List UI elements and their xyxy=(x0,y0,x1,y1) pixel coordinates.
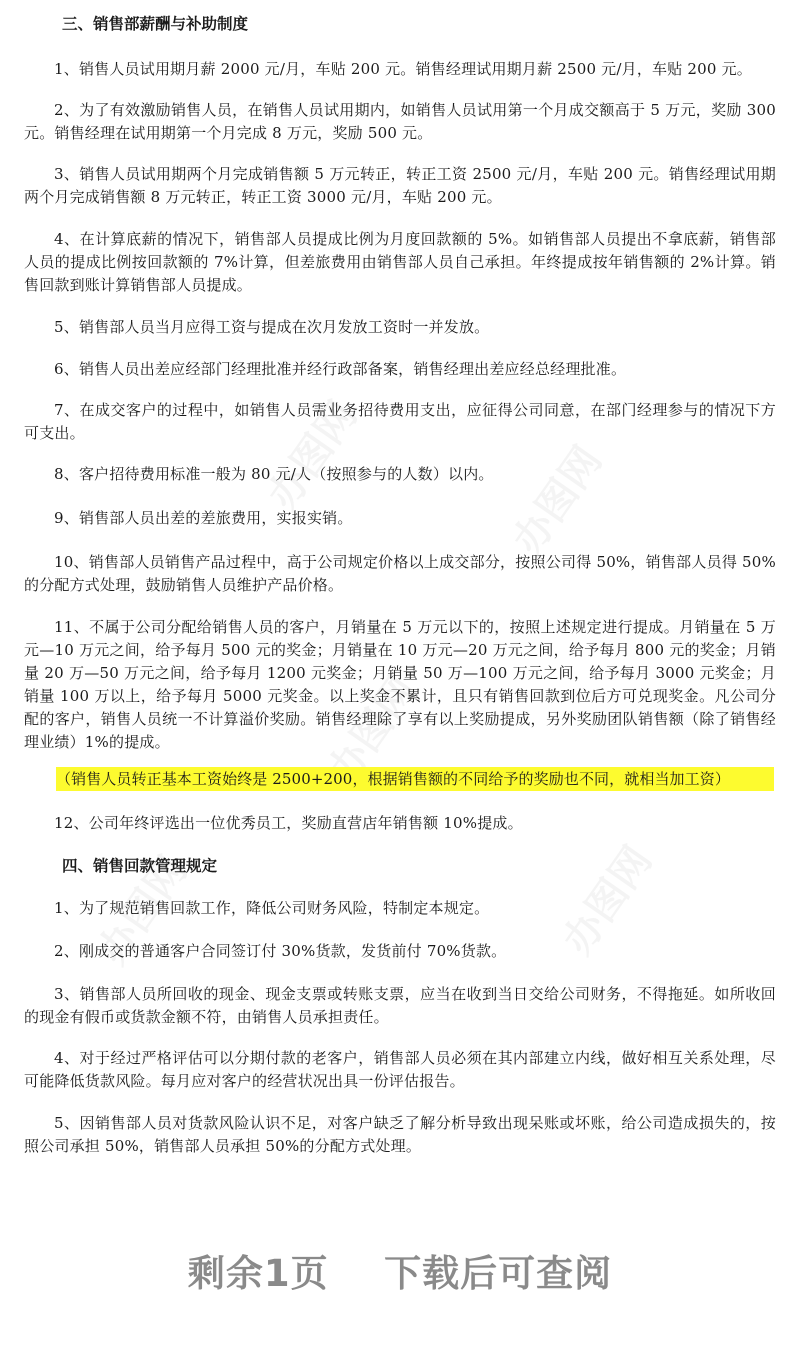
section-3-item-11: 11、不属于公司分配给销售人员的客户，月销量在 5 万元以下的，按照上述规定进行提成。月销量在 5 万元—10 万元之间，给予每月 500 元的奖金；月销量在 10 万元—20 万元之间，给予每月 800 元的奖金；月销量 20 万—50 万元之间，给予每月 1200 元奖金；月销量 50 万—100 万元之间，给予每月 3000 元奖金；月销量 100 万以上，给予每月 5000 元奖金。以上奖金不累计，且只有销售回款到位后方可兑现奖金。凡公司分配的客户，销售人员统一不计算溢价奖励。销售经理除了享有以上奖励提成，另外奖励团队销售额（除了销售经理业绩）1%的提成。 xyxy=(24,618,776,751)
section-4-item-4: 4、对于经过严格评估可以分期付款的老客户，销售部人员必须在其内部建立内线，做好相互关系处理，尽可能降低货款风险。每月应对客户的经营状况出具一份评估报告。 xyxy=(24,1049,776,1090)
section-4-item-5: 5、因销售部人员对货款风险认识不足，对客户缺乏了解分析导致出现呆账或坏账，给公司造成损失的，按照公司承担 50%，销售部人员承担 50%的分配方式处理。 xyxy=(24,1114,776,1155)
section-3-item-1: 1、销售人员试用期月薪 2000 元/月，车贴 200 元。销售经理试用期月薪 2500 元/月，车贴 200 元。 xyxy=(54,60,753,78)
remaining-pages-text: 剩余1页 xyxy=(187,1252,329,1295)
watermark xyxy=(497,433,613,564)
section-3-item-10: 10、销售部人员销售产品过程中，高于公司规定价格以上成交部分，按照公司得 50%，销售部人员得 50%的分配方式处理，鼓励销售人员维护产品价格。 xyxy=(24,553,776,594)
download-to-view-text: 下载后可查阅 xyxy=(384,1252,613,1295)
section-3-item-6: 6、销售人员出差应经部门经理批准并经行政部备案，销售经理出差应经总经理批准。 xyxy=(54,360,627,378)
section-3-item-3: 3、销售人员试用期两个月完成销售额 5 万元转正，转正工资 2500 元/月，车贴 200 元。销售经理试用期两个月完成销售额 8 万元转正，转正工资 3000 元/月，车贴 200 元。 xyxy=(24,165,776,206)
section-4-item-2: 2、刚成交的普通客户合同签订付 30%货款，发货前付 70%货款。 xyxy=(54,942,507,960)
download-footer[interactable] xyxy=(0,1243,800,1297)
highlight-note: （销售人员转正基本工资始终是 2500+200，根据销售额的不同给予的奖励也不同，就相当加工资） xyxy=(56,770,730,788)
section-4-item-3: 3、销售部人员所回收的现金、现金支票或转账支票，应当在收到当日交给公司财务，不得拖延。如所收回的现金有假币或货款金额不符，由销售人员承担责任。 xyxy=(24,985,776,1026)
section-3-item-9: 9、销售部人员出差的差旅费用，实报实销。 xyxy=(54,509,353,527)
section-3-item-2: 2、为了有效激励销售人员，在销售人员试用期内，如销售人员试用第一个月成交额高于 5 万元，奖励 300 元。销售经理在试用期第一个月完成 8 万元，奖励 500 元。 xyxy=(24,101,776,142)
section-3-item-7: 7、在成交客户的过程中，如销售人员需业务招待费用支出，应征得公司同意，在部门经理参与的情况下方可支出。 xyxy=(24,401,776,442)
section-3-title: 三、销售部薪酬与补助制度 xyxy=(62,15,249,33)
section-3-item-5: 5、销售部人员当月应得工资与提成在次月发放工资时一并发放。 xyxy=(54,318,490,336)
section-4-title: 四、销售回款管理规定 xyxy=(62,857,218,875)
section-3-item-12: 12、公司年终评选出一位优秀员工，奖励直营店年销售额 10%提成。 xyxy=(54,814,523,832)
section-3-item-4: 4、在计算底薪的情况下，销售部人员提成比例为月度回款额的 5%。如销售部人员提出不拿底薪，销售部人员的提成比例按回款额的 7%计算，但差旅费用由销售部人员自己承担。年终提成按年销售额的 2%计算。销售回款到账计算销售部人员提成。 xyxy=(24,230,776,294)
section-4-item-1: 1、为了规范销售回款工作，降低公司财务风险，特制定本规定。 xyxy=(54,899,490,917)
section-3-item-8: 8、客户招待费用标准一般为 80 元/人（按照参与的人数）以内。 xyxy=(54,465,494,483)
